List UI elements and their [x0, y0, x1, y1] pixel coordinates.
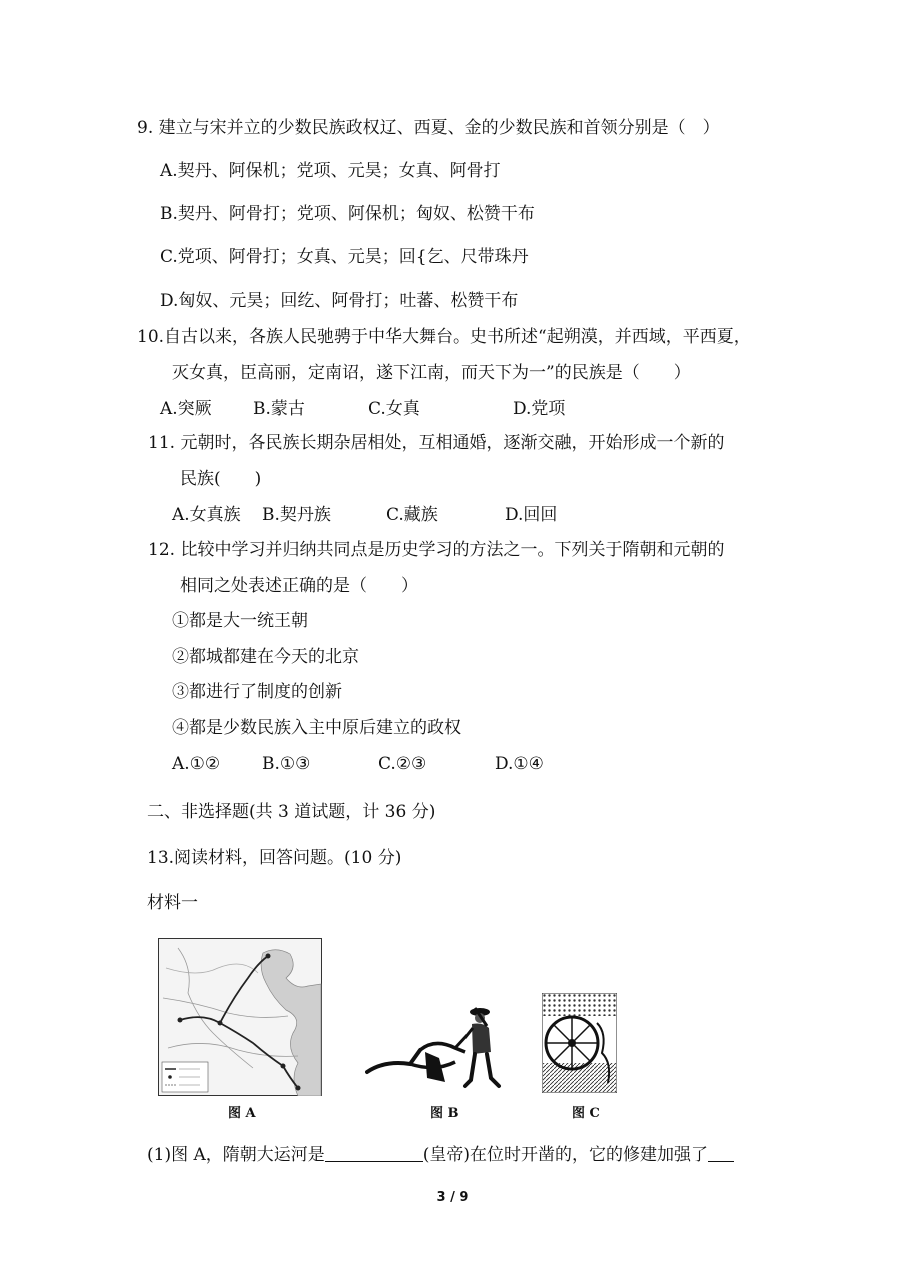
q12-stem-line2: 相同之处表述正确的是（ ） [180, 576, 418, 596]
material-label: 材料一 [147, 893, 198, 913]
figure-b-caption: 图 B [430, 1106, 459, 1121]
q12-option-d: D.①④ [495, 754, 544, 774]
figure-c-caption: 图 C [572, 1106, 600, 1121]
q12-option-b: B.①③ [262, 754, 311, 774]
q10-stem-line1: 10.自古以来，各族人民驰骋于中华大舞台。史书所述“起朔漠，并西域，平西夏， [137, 327, 751, 347]
q10-option-d: D.党项 [513, 399, 566, 419]
q13-sub1 [147, 1141, 734, 1167]
q10-stem-line2: 灭女真，臣高丽，定南诏，遂下江南，而天下为一”的民族是（ ） [172, 363, 691, 383]
q13-sub1-part1: (1)图 A，隋朝大运河是 [147, 1145, 325, 1165]
q12-item-2: ②都城都建在今天的北京 [172, 647, 359, 667]
q11-stem-line1: 11. 元朝时，各民族长期杂居相处，互相通婚，逐渐交融，开始形成一个新的 [148, 433, 725, 453]
q9-option-c: C.党项、阿骨打；女真、元昊；回{乞、尺带珠丹 [160, 247, 529, 267]
q11-option-c: C.藏族 [386, 505, 438, 525]
q12-stem-line1: 12. 比较中学习并归纳共同点是历史学习的方法之一。下列关于隋朝和元朝的 [148, 540, 725, 560]
q11-option-b: B.契丹族 [262, 505, 331, 525]
q12-item-1: ①都是大一统王朝 [172, 611, 308, 631]
q12-item-3: ③都进行了制度的创新 [172, 682, 342, 702]
q13-sub1-part2: (皇帝)在位时开凿的，它的修建加强了 [422, 1145, 709, 1165]
water-wheel-figure [542, 993, 617, 1093]
q10-option-c: C.女真 [368, 399, 420, 419]
q9-option-a: A.契丹、阿保机；党项、元昊；女真、阿骨打 [160, 161, 501, 181]
plough-figure [365, 1000, 510, 1090]
q13-stem: 13.阅读材料，回答问题。(10 分) [147, 848, 402, 868]
answer-blank-emperor[interactable] [325, 1141, 423, 1162]
q12-option-a: A.①② [172, 754, 221, 774]
canal-map-figure [158, 938, 322, 1096]
q11-stem-line2: 民族( ) [180, 469, 262, 489]
page-indicator: 3 / 9 [436, 1190, 469, 1205]
figure-a-caption: 图 A [228, 1106, 256, 1121]
q9-stem: 9. 建立与宋并立的少数民族政权辽、西夏、金的少数民族和首领分别是（ ） [137, 118, 720, 138]
answer-blank-effect[interactable] [708, 1141, 734, 1162]
q12-item-4: ④都是少数民族入主中原后建立的政权 [172, 718, 461, 738]
q9-option-d: D.匈奴、元昊；回纥、阿骨打；吐蕃、松赞干布 [160, 291, 519, 311]
q10-option-b: B.蒙古 [253, 399, 305, 419]
q9-option-b: B.契丹、阿骨打；党项、阿保机；匈奴、松赞干布 [160, 204, 535, 224]
q10-option-a: A.突厥 [160, 399, 212, 419]
q11-option-a: A.女真族 [172, 505, 241, 525]
section-heading: 二、非选择题(共 3 道试题，计 36 分) [147, 802, 436, 822]
q11-option-d: D.回回 [505, 505, 558, 525]
q12-option-c: C.②③ [378, 754, 427, 774]
